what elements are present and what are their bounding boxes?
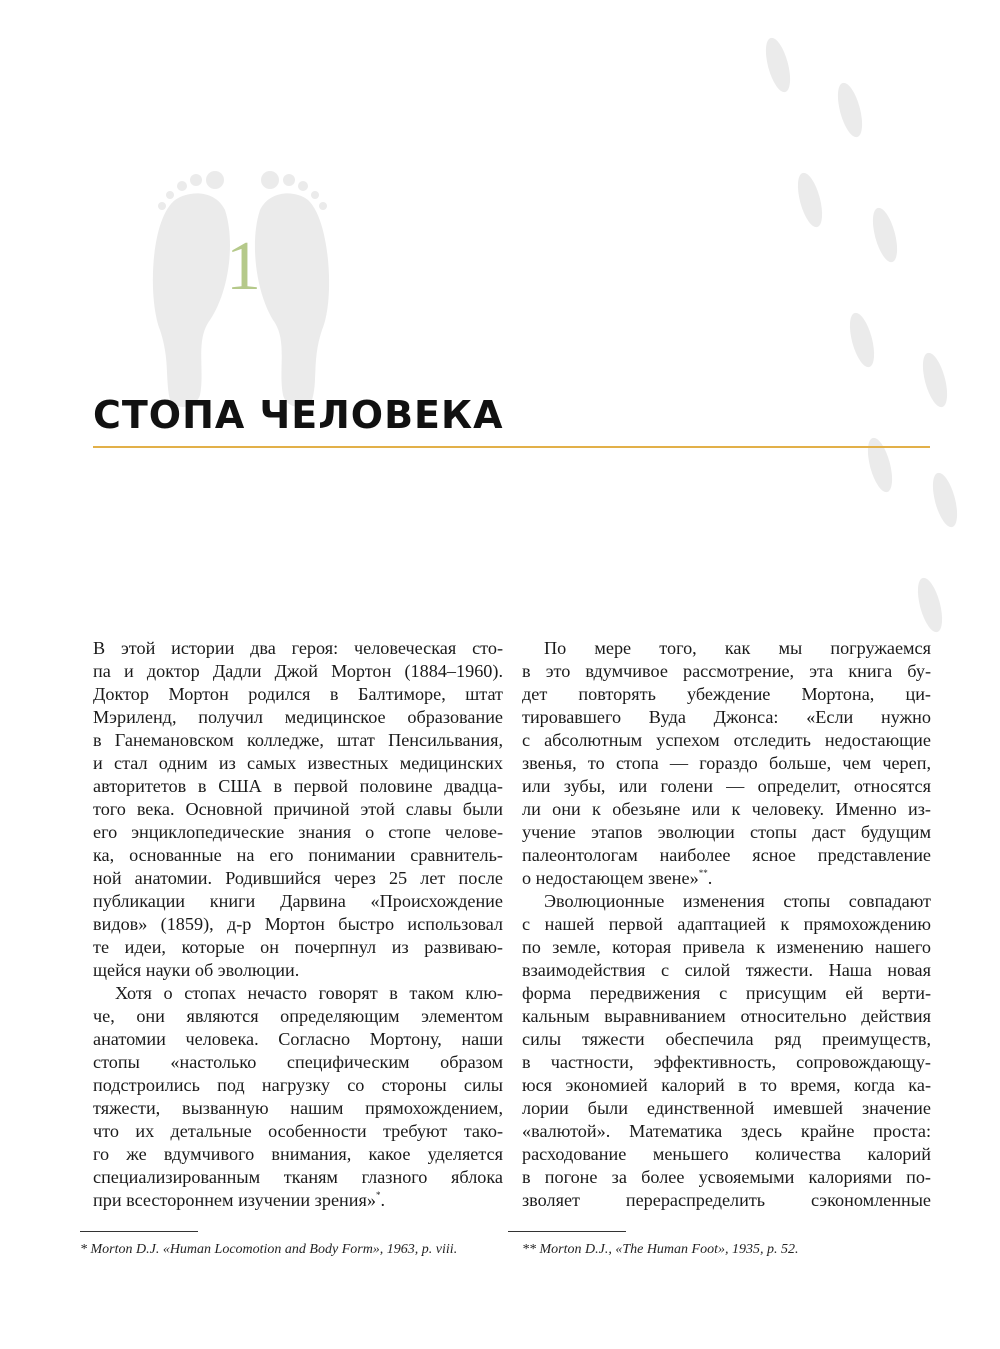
footnote-divider-right bbox=[508, 1231, 626, 1232]
text-line bbox=[93, 637, 503, 660]
line-text: или зубы, или голени — определит, относятся bbox=[522, 776, 931, 796]
text-line bbox=[93, 890, 503, 913]
text-line bbox=[522, 798, 931, 821]
line-text: с абсолютным успехом отследить недостающие bbox=[522, 730, 931, 750]
text-line bbox=[93, 982, 503, 1005]
text-line bbox=[93, 844, 503, 867]
line-text: его энциклопедические знания о стопе челове- bbox=[93, 822, 503, 842]
text-line bbox=[522, 1189, 931, 1212]
text-line bbox=[93, 798, 503, 821]
text-line bbox=[93, 821, 503, 844]
text-line bbox=[93, 1166, 503, 1189]
text-line bbox=[93, 706, 503, 729]
line-text: лории были единственной имевшей значение bbox=[522, 1098, 931, 1118]
line-text: авторитетов в США в первой половине двадца- bbox=[93, 776, 503, 796]
text-line bbox=[522, 706, 931, 729]
line-text: кальным выравниванием относительно действия bbox=[522, 1006, 931, 1026]
line-text: тяжести, вызванную нашим прямохождением, bbox=[93, 1098, 503, 1118]
line-punctuation: . bbox=[380, 1190, 385, 1210]
line-text: взаимодействия с силой тяжести. Наша новая bbox=[522, 960, 931, 980]
text-line bbox=[93, 1143, 503, 1166]
text-line bbox=[522, 1143, 931, 1166]
line-text: В этой истории два героя: человеческая сто- bbox=[93, 638, 503, 658]
line-text: видов» (1859), д-р Мортон быстро использовал bbox=[93, 914, 503, 934]
line-text: специализированным тканям глазного яблока bbox=[93, 1167, 503, 1187]
line-text: учение этапов эволюции стопы даст будущим bbox=[522, 822, 931, 842]
text-line bbox=[93, 660, 503, 683]
text-line bbox=[93, 1189, 503, 1212]
line-text: публикации книги Дарвина «Происхождение bbox=[93, 891, 503, 911]
text-line bbox=[522, 683, 931, 706]
chapter-title: СТОПА ЧЕЛОВЕКА bbox=[93, 393, 504, 437]
line-text: ка, основанные на его понимании сравнитель- bbox=[93, 845, 503, 865]
text-line bbox=[522, 752, 931, 775]
left-column bbox=[93, 637, 503, 1212]
line-text: в это вдумчивое рассмотрение, эта книга бу- bbox=[522, 661, 931, 681]
text-line bbox=[93, 1074, 503, 1097]
line-text: юся экономией калорий в то время, когда ка- bbox=[522, 1075, 931, 1095]
text-line bbox=[93, 752, 503, 775]
footnote-divider-left bbox=[80, 1231, 198, 1232]
line-text: о недостающем звене» bbox=[522, 868, 699, 888]
text-line bbox=[522, 959, 931, 982]
text-line bbox=[93, 1005, 503, 1028]
line-text: расходование меньшего количества калорий bbox=[522, 1144, 931, 1164]
line-text: дет повторять убеждение Мортона, ци- bbox=[522, 684, 931, 704]
line-text: подстроились под нагрузку со стороны силы bbox=[93, 1075, 503, 1095]
line-text: че, они являются определяющим элементом bbox=[93, 1006, 503, 1026]
text-line bbox=[522, 890, 931, 913]
footnote-marker: ** bbox=[698, 868, 708, 878]
line-text: в погоне за более усвояемыми калориями по- bbox=[522, 1167, 931, 1187]
line-text: при всестороннем изучении зрения» bbox=[93, 1190, 376, 1210]
line-text: щейся науки об эволюции. bbox=[93, 960, 300, 980]
line-text: зволяет перераспределить сэкономленные bbox=[522, 1190, 931, 1210]
title-divider bbox=[93, 446, 930, 448]
line-text: по земле, которая привела к изменению нашего bbox=[522, 937, 931, 957]
line-text: что их детальные особенности требуют тако- bbox=[93, 1121, 503, 1141]
line-text: Хотя о стопах нечасто говорят в таком клю- bbox=[115, 983, 503, 1003]
line-text: го же вдумчивого внимания, какое уделяется bbox=[93, 1144, 503, 1164]
chapter-number: 1 bbox=[226, 228, 261, 305]
line-text: с нашей первой адаптацией к прямохождению bbox=[522, 914, 931, 934]
text-line bbox=[522, 775, 931, 798]
text-line bbox=[522, 1097, 931, 1120]
line-text: стопы «настолько специфическим образом bbox=[93, 1052, 503, 1072]
footprint-trail-icon bbox=[761, 35, 962, 634]
text-line bbox=[93, 913, 503, 936]
text-line bbox=[93, 936, 503, 959]
text-line bbox=[93, 1120, 503, 1143]
text-line bbox=[522, 1005, 931, 1028]
line-text: па и доктор Дадли Джой Мортон (1884–1960). bbox=[93, 661, 503, 681]
text-line bbox=[522, 1051, 931, 1074]
text-line bbox=[522, 1166, 931, 1189]
line-text: Мэриленд, получил медицинское образование bbox=[93, 707, 503, 727]
right-column bbox=[522, 637, 931, 1212]
line-text: По мере того, как мы погружаемся bbox=[544, 638, 931, 658]
line-text: те идеи, которые он почерпнул из развиваю- bbox=[93, 937, 503, 957]
footnote-marker: * bbox=[375, 1190, 381, 1200]
text-line bbox=[522, 1074, 931, 1097]
line-text: в Ганемановском колледже, штат Пенсильвания, bbox=[93, 730, 503, 750]
text-line bbox=[522, 844, 931, 867]
line-text: палеонтологам наиболее ясное представление bbox=[522, 845, 931, 865]
line-text: Эволюционные изменения стопы совпадают bbox=[544, 891, 931, 911]
text-line bbox=[522, 913, 931, 936]
line-text: в частности, эффективность, сопровождающу- bbox=[522, 1052, 931, 1072]
line-text: ной анатомии. Родившийся через 25 лет после bbox=[93, 868, 503, 888]
text-line bbox=[93, 1028, 503, 1051]
text-line bbox=[93, 775, 503, 798]
text-line bbox=[522, 1028, 931, 1051]
text-line bbox=[93, 959, 503, 982]
line-text: тировавшего Вуда Джонса: «Если нужно bbox=[522, 707, 931, 727]
text-line bbox=[522, 821, 931, 844]
line-punctuation: . bbox=[707, 868, 713, 888]
text-line bbox=[522, 867, 931, 890]
text-line bbox=[93, 1051, 503, 1074]
text-line bbox=[93, 867, 503, 890]
footnote-right: ** Morton D.J., «The Human Foot», 1935, p. 52. bbox=[522, 1242, 799, 1257]
text-line bbox=[522, 1120, 931, 1143]
text-line bbox=[522, 660, 931, 683]
text-line bbox=[93, 1097, 503, 1120]
line-text: силы тяжести обеспечила ряд преимуществ, bbox=[522, 1029, 931, 1049]
line-text: анатомии человека. Согласно Мортону, наши bbox=[93, 1029, 503, 1049]
text-line bbox=[522, 729, 931, 752]
line-text: звенья, то стопа — гораздо больше, чем череп, bbox=[522, 753, 931, 773]
line-text: ли они к обезьяне или к человеку. Именно из- bbox=[522, 799, 931, 819]
line-text: форма передвижения с присущим ей верти- bbox=[522, 983, 931, 1003]
text-line bbox=[93, 683, 503, 706]
line-text: того века. Основной причиной этой славы были bbox=[93, 799, 503, 819]
line-text: и стал одним из самых известных медицинских bbox=[93, 753, 503, 773]
line-text: Доктор Мортон родился в Балтиморе, штат bbox=[93, 684, 503, 704]
text-line bbox=[93, 729, 503, 752]
text-line bbox=[522, 936, 931, 959]
footnote-left: * Morton D.J. «Human Locomotion and Body Form», 1963, p. viii. bbox=[80, 1242, 458, 1257]
text-line bbox=[522, 637, 931, 660]
text-line bbox=[522, 982, 931, 1005]
line-text: «валютой». Математика здесь крайне проста: bbox=[522, 1121, 931, 1141]
